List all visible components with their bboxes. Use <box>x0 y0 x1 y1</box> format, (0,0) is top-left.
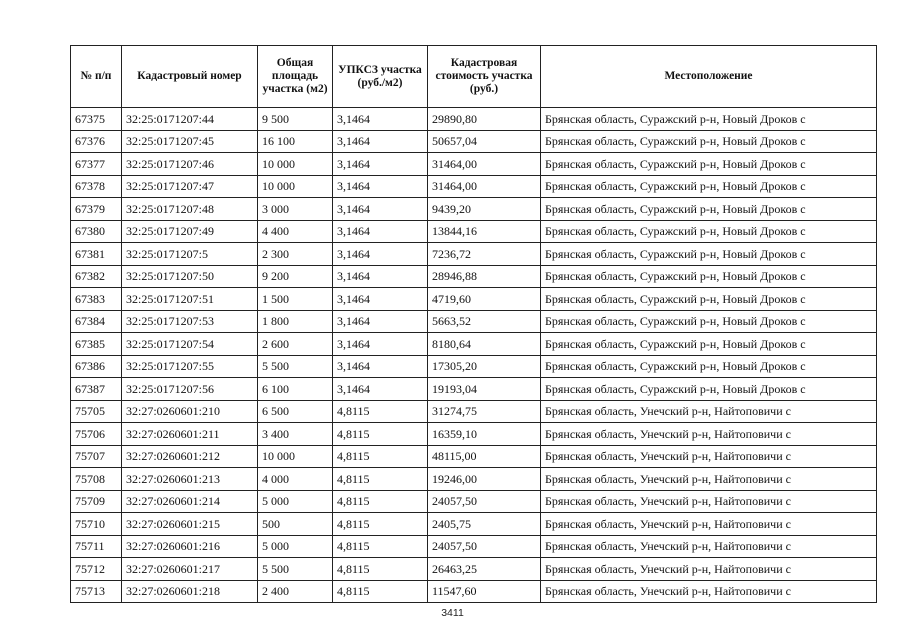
page-number: 3411 <box>441 607 464 619</box>
cell-area: 9 200 <box>258 265 333 288</box>
table-body <box>71 108 877 603</box>
cell-cadastral-number: 32:27:0260601:214 <box>122 490 258 513</box>
cell-location: Брянская область, Суражский р-н, Новый Дроков с <box>541 355 877 378</box>
cell-cadastral-number: 32:27:0260601:211 <box>122 423 258 446</box>
cell-row-number: 75705 <box>71 400 122 423</box>
header-cadastral-number: Кадастровый номер <box>122 46 258 108</box>
cell-row-number: 67384 <box>71 310 122 333</box>
table-row <box>71 558 877 581</box>
cell-area: 3 400 <box>258 423 333 446</box>
cell-area: 2 600 <box>258 333 333 356</box>
cell-location: Брянская область, Суражский р-н, Новый Дроков с <box>541 198 877 221</box>
cell-upksz: 3,1464 <box>333 333 428 356</box>
cell-row-number: 67376 <box>71 130 122 153</box>
cell-location: Брянская область, Суражский р-н, Новый Дроков с <box>541 288 877 311</box>
cell-upksz: 3,1464 <box>333 355 428 378</box>
cell-cadastral-number: 32:25:0171207:45 <box>122 130 258 153</box>
cell-location: Брянская область, Унечский р-н, Найтоповичи с <box>541 535 877 558</box>
table-row <box>71 378 877 401</box>
cell-location: Брянская область, Суражский р-н, Новый Дроков с <box>541 175 877 198</box>
cell-location: Брянская область, Суражский р-н, Новый Дроков с <box>541 333 877 356</box>
cell-row-number: 75711 <box>71 535 122 558</box>
cell-location: Брянская область, Суражский р-н, Новый Дроков с <box>541 265 877 288</box>
cell-cadastral-number: 32:25:0171207:56 <box>122 378 258 401</box>
cell-upksz: 4,8115 <box>333 558 428 581</box>
cell-cadastral-value: 31464,00 <box>428 175 541 198</box>
cell-cadastral-value: 9439,20 <box>428 198 541 221</box>
cell-cadastral-number: 32:25:0171207:48 <box>122 198 258 221</box>
cell-row-number: 67377 <box>71 153 122 176</box>
table-row <box>71 468 877 491</box>
cell-area: 10 000 <box>258 175 333 198</box>
cell-location: Брянская область, Суражский р-н, Новый Дроков с <box>541 243 877 266</box>
table-row <box>71 243 877 266</box>
cell-cadastral-number: 32:25:0171207:47 <box>122 175 258 198</box>
cell-row-number: 67385 <box>71 333 122 356</box>
cell-location: Брянская область, Унечский р-н, Найтоповичи с <box>541 400 877 423</box>
cell-cadastral-value: 2405,75 <box>428 513 541 536</box>
cell-area: 1 500 <box>258 288 333 311</box>
cell-cadastral-value: 5663,52 <box>428 310 541 333</box>
cell-cadastral-value: 48115,00 <box>428 445 541 468</box>
cell-location: Брянская область, Унечский р-н, Найтоповичи с <box>541 558 877 581</box>
cell-area: 5 000 <box>258 490 333 513</box>
cell-cadastral-number: 32:27:0260601:217 <box>122 558 258 581</box>
table-row <box>71 265 877 288</box>
cell-upksz: 3,1464 <box>333 243 428 266</box>
cell-upksz: 4,8115 <box>333 490 428 513</box>
cell-upksz: 4,8115 <box>333 400 428 423</box>
table-row <box>71 175 877 198</box>
table-row <box>71 310 877 333</box>
cell-cadastral-value: 11547,60 <box>428 580 541 603</box>
cell-location: Брянская область, Унечский р-н, Найтоповичи с <box>541 490 877 513</box>
cell-cadastral-number: 32:25:0171207:49 <box>122 220 258 243</box>
cell-cadastral-number: 32:27:0260601:216 <box>122 535 258 558</box>
cell-row-number: 75712 <box>71 558 122 581</box>
cell-location: Брянская область, Унечский р-н, Найтоповичи с <box>541 445 877 468</box>
cell-row-number: 67382 <box>71 265 122 288</box>
table-header-row <box>71 46 877 108</box>
cell-cadastral-value: 16359,10 <box>428 423 541 446</box>
table-row <box>71 355 877 378</box>
cell-cadastral-number: 32:25:0171207:44 <box>122 108 258 131</box>
cell-upksz: 3,1464 <box>333 130 428 153</box>
cell-area: 16 100 <box>258 130 333 153</box>
cell-cadastral-value: 26463,25 <box>428 558 541 581</box>
cell-row-number: 67387 <box>71 378 122 401</box>
cell-cadastral-value: 24057,50 <box>428 535 541 558</box>
cell-row-number: 75713 <box>71 580 122 603</box>
cell-cadastral-value: 13844,16 <box>428 220 541 243</box>
cell-cadastral-number: 32:27:0260601:210 <box>122 400 258 423</box>
cell-upksz: 3,1464 <box>333 310 428 333</box>
cell-location: Брянская область, Унечский р-н, Найтоповичи с <box>541 423 877 446</box>
cell-upksz: 3,1464 <box>333 220 428 243</box>
cell-cadastral-value: 8180,64 <box>428 333 541 356</box>
cell-area: 5 500 <box>258 558 333 581</box>
cell-area: 2 400 <box>258 580 333 603</box>
cell-row-number: 67379 <box>71 198 122 221</box>
cell-upksz: 3,1464 <box>333 198 428 221</box>
cell-area: 9 500 <box>258 108 333 131</box>
cell-area: 5 500 <box>258 355 333 378</box>
cell-row-number: 67375 <box>71 108 122 131</box>
cell-row-number: 67386 <box>71 355 122 378</box>
cell-upksz: 4,8115 <box>333 535 428 558</box>
cell-upksz: 3,1464 <box>333 153 428 176</box>
cell-cadastral-value: 28946,88 <box>428 265 541 288</box>
table-row <box>71 513 877 536</box>
cell-upksz: 4,8115 <box>333 513 428 536</box>
cell-area: 2 300 <box>258 243 333 266</box>
header-location: Местоположение <box>541 46 877 108</box>
cell-cadastral-value: 17305,20 <box>428 355 541 378</box>
cell-cadastral-value: 31464,00 <box>428 153 541 176</box>
cell-location: Брянская область, Суражский р-н, Новый Дроков с <box>541 378 877 401</box>
cell-area: 1 800 <box>258 310 333 333</box>
cell-location: Брянская область, Суражский р-н, Новый Дроков с <box>541 108 877 131</box>
cell-row-number: 67380 <box>71 220 122 243</box>
cell-area: 10 000 <box>258 153 333 176</box>
table-row <box>71 198 877 221</box>
cell-cadastral-number: 32:25:0171207:53 <box>122 310 258 333</box>
table-row <box>71 580 877 603</box>
table-row <box>71 108 877 131</box>
cell-row-number: 75706 <box>71 423 122 446</box>
cell-upksz: 3,1464 <box>333 288 428 311</box>
cell-row-number: 67381 <box>71 243 122 266</box>
cell-area: 10 000 <box>258 445 333 468</box>
table-row <box>71 400 877 423</box>
cell-cadastral-number: 32:25:0171207:54 <box>122 333 258 356</box>
cell-cadastral-number: 32:27:0260601:218 <box>122 580 258 603</box>
cell-upksz: 4,8115 <box>333 580 428 603</box>
cell-cadastral-value: 19193,04 <box>428 378 541 401</box>
cell-location: Брянская область, Суражский р-н, Новый Дроков с <box>541 310 877 333</box>
cell-row-number: 75710 <box>71 513 122 536</box>
cell-row-number: 75708 <box>71 468 122 491</box>
table-row <box>71 490 877 513</box>
cell-upksz: 3,1464 <box>333 175 428 198</box>
cell-area: 6 500 <box>258 400 333 423</box>
cell-upksz: 3,1464 <box>333 265 428 288</box>
table-row <box>71 220 877 243</box>
header-upksz: УПКСЗ участка (руб./м2) <box>333 46 428 108</box>
cell-upksz: 3,1464 <box>333 108 428 131</box>
cell-area: 6 100 <box>258 378 333 401</box>
cell-location: Брянская область, Унечский р-н, Найтоповичи с <box>541 513 877 536</box>
cell-cadastral-number: 32:27:0260601:213 <box>122 468 258 491</box>
cell-cadastral-value: 24057,50 <box>428 490 541 513</box>
cell-area: 500 <box>258 513 333 536</box>
cell-row-number: 67378 <box>71 175 122 198</box>
table-row <box>71 445 877 468</box>
cell-row-number: 75709 <box>71 490 122 513</box>
cell-cadastral-value: 19246,00 <box>428 468 541 491</box>
cell-row-number: 75707 <box>71 445 122 468</box>
cell-area: 3 000 <box>258 198 333 221</box>
cell-cadastral-number: 32:25:0171207:51 <box>122 288 258 311</box>
cell-cadastral-value: 4719,60 <box>428 288 541 311</box>
cell-cadastral-number: 32:25:0171207:50 <box>122 265 258 288</box>
cell-upksz: 3,1464 <box>333 378 428 401</box>
cell-location: Брянская область, Унечский р-н, Найтоповичи с <box>541 468 877 491</box>
table-row <box>71 423 877 446</box>
cell-cadastral-value: 31274,75 <box>428 400 541 423</box>
table-row <box>71 288 877 311</box>
cell-location: Брянская область, Суражский р-н, Новый Дроков с <box>541 130 877 153</box>
cadastral-value-table <box>70 45 877 603</box>
cell-cadastral-value: 29890,80 <box>428 108 541 131</box>
cell-location: Брянская область, Суражский р-н, Новый Дроков с <box>541 220 877 243</box>
cell-cadastral-number: 32:25:0171207:5 <box>122 243 258 266</box>
cell-cadastral-number: 32:27:0260601:215 <box>122 513 258 536</box>
cell-area: 5 000 <box>258 535 333 558</box>
cell-location: Брянская область, Унечский р-н, Найтоповичи с <box>541 580 877 603</box>
header-total-area: Общая площадь участка (м2) <box>258 46 333 108</box>
table-row <box>71 153 877 176</box>
cell-area: 4 000 <box>258 468 333 491</box>
table-row <box>71 130 877 153</box>
cell-upksz: 4,8115 <box>333 423 428 446</box>
cell-cadastral-number: 32:25:0171207:46 <box>122 153 258 176</box>
cell-row-number: 67383 <box>71 288 122 311</box>
table-row <box>71 333 877 356</box>
cell-location: Брянская область, Суражский р-н, Новый Дроков с <box>541 153 877 176</box>
header-row-number: № п/п <box>71 46 122 108</box>
cell-cadastral-value: 50657,04 <box>428 130 541 153</box>
cell-cadastral-value: 7236,72 <box>428 243 541 266</box>
cell-upksz: 4,8115 <box>333 445 428 468</box>
cell-area: 4 400 <box>258 220 333 243</box>
cell-cadastral-number: 32:25:0171207:55 <box>122 355 258 378</box>
cell-cadastral-number: 32:27:0260601:212 <box>122 445 258 468</box>
cell-upksz: 4,8115 <box>333 468 428 491</box>
header-cadastral-value: Кадастровая стоимость участка (руб.) <box>428 46 541 108</box>
table-row <box>71 535 877 558</box>
